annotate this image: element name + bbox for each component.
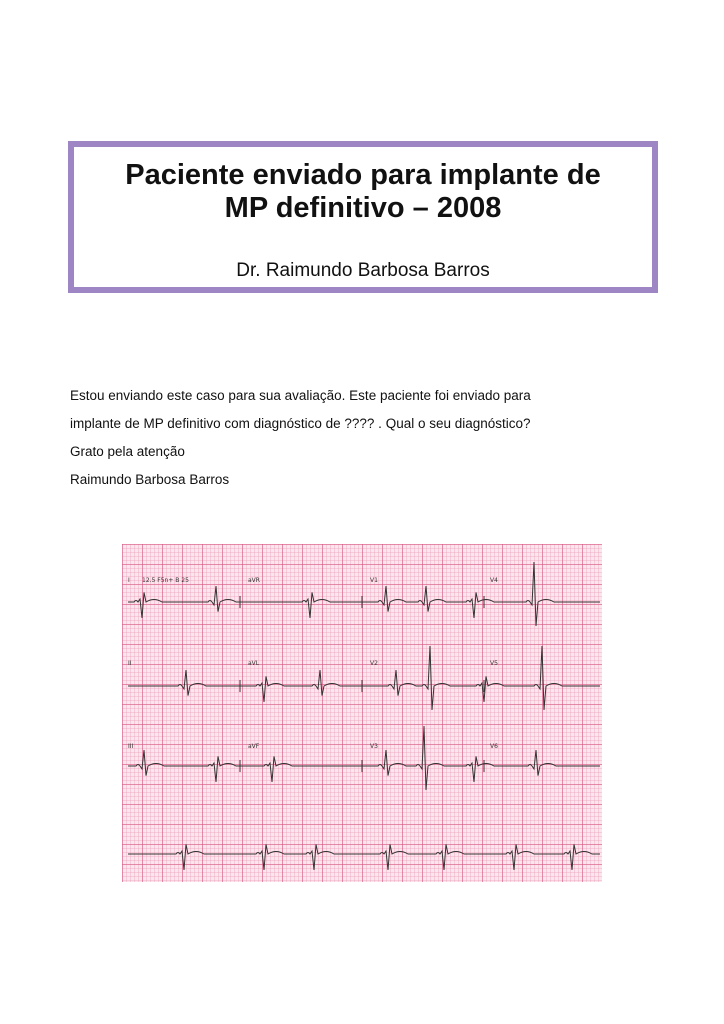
page-title	[74, 147, 652, 225]
lead-label-II: II	[128, 660, 132, 667]
lead-label-V4: V4	[490, 577, 498, 584]
ecg-trace-row-3	[128, 726, 600, 790]
lead-label-aVL: aVL	[248, 660, 260, 667]
ecg-trace-row-4	[128, 844, 600, 870]
lead-label-III: III	[128, 743, 134, 750]
ecg-trace-row-2	[128, 646, 600, 710]
lead-label-aVR: aVR	[248, 577, 260, 584]
lead-label-V2: V2	[370, 660, 378, 667]
letter-line-1: Estou enviando este caso para sua avaliação. Este paciente foi enviado para	[70, 388, 531, 403]
author-name: Dr. Raimundo Barbosa Barros	[236, 260, 490, 281]
lead-label-V1: V1	[370, 577, 378, 584]
title-line-1: Paciente enviado para implante de	[125, 159, 601, 191]
lead-label-I: I	[128, 577, 130, 584]
lead-label-V6: V6	[490, 743, 498, 750]
lead-label-V5: V5	[490, 660, 498, 667]
ecg-traces	[122, 544, 602, 882]
lead-label-aVF: aVF	[248, 743, 260, 750]
letter-line-3: Grato pela atenção	[70, 444, 185, 459]
calibration-text: 12.5 F5n+ B 25	[142, 577, 189, 584]
letter-body	[70, 388, 670, 500]
title-line-2: MP definitivo – 2008	[224, 192, 502, 224]
letter-line-2: implante de MP definitivo com diagnóstico de ???? . Qual o seu diagnóstico?	[70, 416, 531, 431]
letter-line-4: Raimundo Barbosa Barros	[70, 472, 230, 487]
ecg-trace-row-1	[128, 562, 600, 626]
ecg-strip	[122, 544, 602, 882]
title-box	[68, 141, 658, 293]
lead-label-V3: V3	[370, 743, 378, 750]
